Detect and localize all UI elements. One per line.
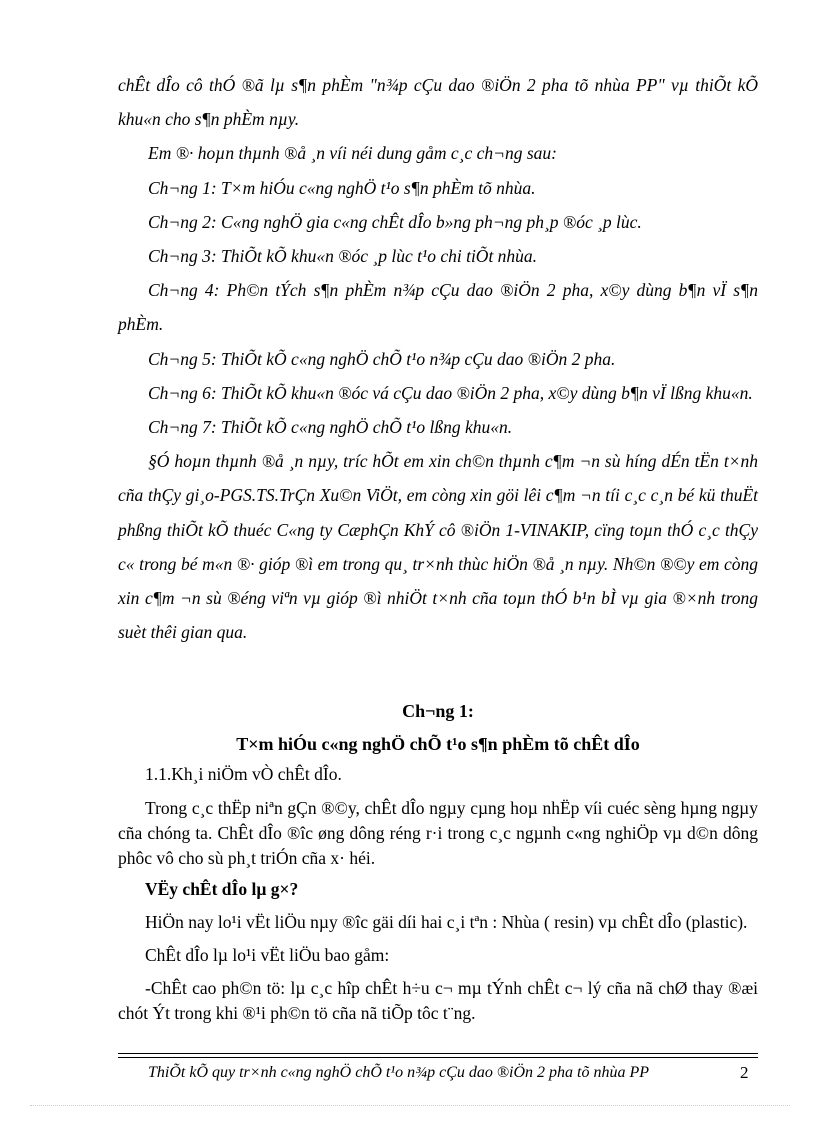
body-paragraph: ChÊt dÎo lµ lo¹i vËt liÖu bao gåm: <box>145 945 390 965</box>
chapter-list-item: Ch¬ng 1: T×m hiÓu c«ng nghÖ t¹o s¶n phÈm tõ nhùa. <box>148 177 536 198</box>
page-number: 2 <box>740 1063 749 1082</box>
chapter-list-item: Ch¬ng 5: ThiÕt kÕ c«ng nghÖ chÕ t¹o n¾p cÇu dao ®iÖn 2 pha. <box>148 348 616 369</box>
footer-text: ThiÕt kÕ quy tr×nh c«ng nghÖ chÕ t¹o n¾p cÇu dao ®iÖn 2 pha tõ nhùa PP <box>148 1064 650 1081</box>
chapter-body <box>118 762 758 1026</box>
section-heading: 1.1.Kh¸i niÖm vÒ chÊt dÎo. <box>145 764 342 784</box>
intro-body <box>118 68 758 649</box>
chapter-list-item: Ch¬ng 2: C«ng nghÖ gia c«ng chÊt dÎo b»ng ph¬ng ph¸p ®óc ¸p lùc. <box>148 211 642 232</box>
chapter-list-item: Ch¬ng 3: ThiÕt kÕ khu«n ®óc ¸p lùc t¹o chi tiÕt nhùa. <box>148 246 538 267</box>
body-paragraph: chÊt dÎo cô thÓ ®ã lµ s¶n phÈm "n¾p cÇu dao ®iÖn 2 pha tõ nhùa PP" vµ thiÕt kÕ khu«n cho s¶n phÈm nµy. <box>118 75 758 130</box>
body-paragraph: HiÖn nay lo¹i vËt liÖu nµy ®îc gäi díi hai c¸i tªn : Nhùa ( resin) vµ chÊt dÎo (plastic). <box>145 912 748 932</box>
body-paragraph: Trong c¸c thËp niªn gÇn ®©y, chÊt dÎo ngµy cµng hoµ nhËp víi cuéc sèng hµng ngµy cña chóng ta. ChÊt dÎo ®îc øng dông réng r·i trong c¸c ngµnh c«ng nghiÖp vµ d©n dông phôc vô cho sù ph¸t triÓn cña x· héi. <box>118 798 758 868</box>
body-paragraph: Em ®· hoµn thµnh ®å ¸n víi néi dung gåm c¸c ch¬ng sau: <box>148 143 557 164</box>
chapter-title: Ch¬ng 1: <box>402 701 474 721</box>
acknowledgement-paragraph: §Ó hoµn thµnh ®å ¸n nµy, tríc hÕt em xin ch©n thµnh c¶m ¬n sù híng dÉn tËn t×nh cña thÇy gi¸o-PGS.TS.TrÇn Xu©n ViÖt, em còng xin göi lêi c¶m ¬n tíi c¸c c¸n bé kü thuËt phßng thiÕt kÕ thuéc C«ng ty CæphÇn KhÝ cô ®iÖn 1-VINAKIP, cïng toµn thÓ c¸c thÇy c« trong bé m«n ®· gióp ®ì em trong qu¸ tr×nh thùc hiÖn ®å ¸n nµy. Nh©n ®©y em còng xin c¶m ¬n sù ®éng viªn vµ gióp ®ì nhiÖt t×nh cña toµn thÓ b¹n bÌ vµ gia ®×nh trong suèt thêi gian qua. <box>118 451 758 643</box>
footer-divider <box>118 1053 758 1054</box>
footer-divider <box>118 1057 758 1058</box>
chapter-subtitle: T×m hiÓu c«ng nghÖ chÕ t¹o s¶n phÈm tõ chÊt dÎo <box>236 734 640 754</box>
chapter-list-item: Ch¬ng 4: Ph©n tÝch s¶n phÈm n¾p cÇu dao ®iÖn 2 pha, x©y dùng b¶n vÏ s¶n phÈm. <box>118 280 758 335</box>
question-heading: VËy chÊt dÎo lµ g×? <box>145 879 299 899</box>
page-edge <box>30 1105 790 1106</box>
chapter-list-item: Ch¬ng 7: ThiÕt kÕ c«ng nghÖ chÕ t¹o lßng khu«n. <box>148 417 513 438</box>
body-paragraph: -ChÊt cao ph©n tö: lµ c¸c hîp chÊt h÷u c¬ mµ tÝnh chÊt c¬ lý cña nã chØ thay ®æi chót Ýt trong khi ®¹i ph©n tö cña nã tiÕp tôc t¨ng. <box>118 978 758 1023</box>
chapter-list-item: Ch¬ng 6: ThiÕt kÕ khu«n ®óc vá cÇu dao ®iÖn 2 pha, x©y dùng b¶n vÏ lßng khu«n. <box>148 382 753 403</box>
